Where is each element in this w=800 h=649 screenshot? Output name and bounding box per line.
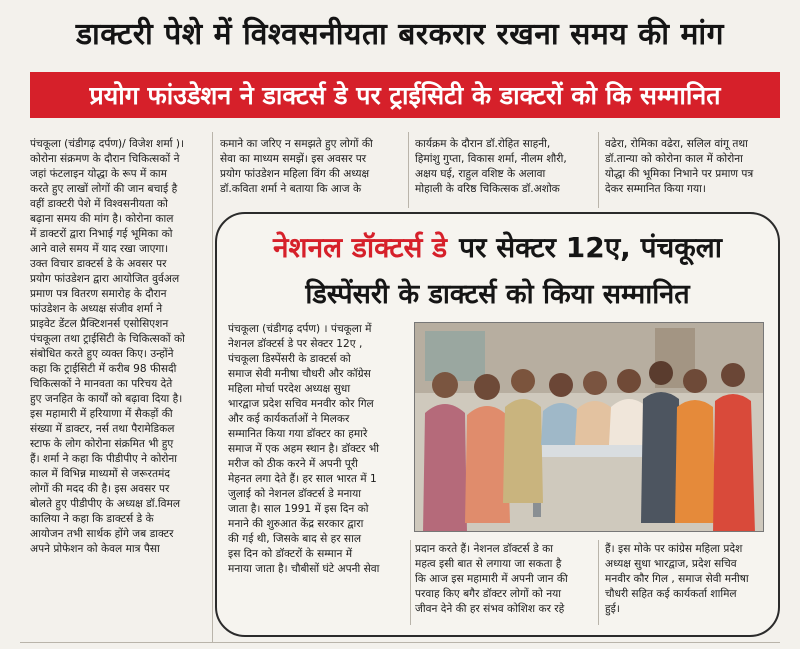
text-line: लोगों की मदद की है। इस अवसर पर — [30, 483, 170, 495]
text-line: हिमांशु गुप्ता, विकास शर्मा, नीलम शौरी, — [415, 153, 567, 165]
text-line: डॉ.तान्या को कोरोना काल में कोरोना — [605, 153, 743, 165]
article2-column-3 — [605, 542, 770, 632]
event-photo — [414, 322, 764, 532]
text-line: आयोजन तभी सार्थक होंगे जब डाक्टर — [30, 528, 174, 540]
column-divider — [408, 132, 409, 208]
text-line: मनाने की शुरुआत केंद्र सरकार द्वारा — [228, 518, 364, 530]
text-line: करते हुए लाखों लोगों की जान बचाई है — [30, 183, 178, 195]
text-line: स्टाफ के लोग कोरोना संक्रमित भी हुए — [30, 438, 174, 450]
text-line: सेवा का माध्यम समझें। इस अवसर पर — [220, 153, 367, 165]
text-line: महत्व इसी बात से लगाया जा सकता है — [415, 558, 562, 570]
text-line: भारद्वाज प्रदेश सचिव मनवीर कोर गिल — [228, 398, 374, 410]
text-line: में डाक्टरों द्वारा निभाई गई भूमिका को — [30, 228, 173, 240]
text-line: पंचकूला डिस्पेंसरी के डाक्टर्स को — [228, 353, 351, 365]
column-divider — [598, 540, 599, 625]
text-line: संख्या में डाक्टर, नर्स तथा पैरामेडिकल — [30, 423, 175, 435]
article1-column-4 — [605, 137, 780, 207]
text-line: वहीं डाक्टरी पेशे में विश्वसनीयता को — [30, 198, 168, 210]
text-line: इस दिन को डॉक्टरों के सम्मान में — [228, 548, 353, 560]
text-line: योद्धा की भूमिका निभाने पर प्रमाण पत्र — [605, 168, 754, 180]
text-line: काल में विभिन्न माध्यमों से जरूरतमंद — [30, 468, 170, 480]
column-divider — [598, 132, 599, 208]
text-line: प्रयोग फांउडेशन महिला विंग की अध्यक्ष — [220, 168, 370, 180]
text-line: कार्यक्रम के दौरान डॉ.रोहित साहनी, — [415, 138, 551, 150]
text-line: बढ़ाना समय की मांग है। कोरोना काल — [30, 213, 174, 225]
article1-column-2 — [220, 137, 405, 207]
text-line: मोहाली के वरिष्ठ चिकित्सक डॉ.अशोक — [415, 183, 560, 195]
text-line: जुलाई को नेशनल डॉक्टर्स डे मनाया — [228, 488, 362, 500]
bottom-rule — [20, 642, 780, 643]
text-line: कि आज इस महामारी में अपनी जान की — [415, 573, 568, 585]
text-line: कमाने का जरिए न समझते हुए लोगों की — [220, 138, 373, 150]
text-line: की गई थी, जिसके बाद से हर साल — [228, 533, 362, 545]
text-line: और कई कार्यकर्ताओं ने मिलकर — [228, 413, 350, 425]
text-line: वढेरा, रोमिका वढेरा, सलिल वांगू तथा — [605, 138, 748, 150]
text-line: मनवीर कौर गिल , समाज सेवी मनीषा — [605, 573, 749, 585]
article2-column-2 — [415, 542, 595, 632]
text-line: अध्यक्ष सुधा भारद्वाज, प्रदेश सचिव — [605, 558, 737, 570]
text-line: मरीज को ठीक करने में अपनी पूरी — [228, 458, 358, 470]
text-line: प्रयोग फांउडेशन द्वारा आयोजित वुर्वअल — [30, 273, 180, 285]
text-line: समाज सेवी मनीषा चौधरी और कॉग्रेस — [228, 368, 371, 380]
subheadline-banner: प्रयोग फांउडेशन ने डाक्टर्स डे पर ट्राईसिटी के डाक्टरों को कि सम्मानित — [30, 72, 780, 118]
event-photo-illustration — [415, 323, 764, 532]
text-line: नेशनल डॉक्टर्स डे पर सेक्टर 12ए , — [228, 338, 363, 350]
text-line: जाता है। साल 1991 में इस दिन को — [228, 503, 369, 515]
text-line: अपने प्रोफेशन को केवल मात्र पैसा — [30, 543, 160, 555]
text-line: जीवन देने की हर संभव कोशिश कर रहे — [415, 603, 565, 615]
text-line: हुई। — [605, 603, 620, 615]
text-line: डॉ.कविता शर्मा ने बताया कि आज के — [220, 183, 362, 195]
text-line: चिकित्सकों ने मानवता का परिचय देते — [30, 378, 173, 390]
text-line: प्राइवेट डेंटल प्रैक्टिशनर्स एसोसिएशन — [30, 318, 169, 330]
text-line: हुए जनहित के कार्यों को बढ़ावा दिया है। — [30, 393, 183, 405]
text-line: फांउडेशन के अध्यक्ष संजीव शर्मा ने — [30, 303, 163, 315]
text-line: पंचकूला तथा ट्राईसिटी के चिकित्सकों को — [30, 333, 185, 345]
text-line: हैं। इस मोके पर कांग्रेस महिला प्रदेश — [605, 543, 743, 555]
text-line: संबोधित करते हुए व्यक्त किए। उन्होंने — [30, 348, 174, 360]
story-title-line-2: डिस्पेंसरी के डाक्टर्स को किया सम्मानित — [305, 278, 690, 310]
text-line: कहा कि ट्राईसिटी में करीब 98 फीसदी — [30, 363, 177, 375]
text-line: उक्त विचार डाक्टर्स डे के अवसर पर — [30, 258, 167, 270]
text-line: समाज में एक अहम स्थान है। डॉक्टर भी — [228, 443, 380, 455]
text-line: प्रमाण पत्र वितरण समारोह के दौरान — [30, 288, 167, 300]
text-line: हैं। शर्मा ने कहा कि पीडीपीए ने कोरोना — [30, 453, 178, 465]
text-line: बोलते हुए पीडीपीए के अध्यक्ष डॉ.विमल — [30, 498, 181, 510]
story-title-red: नेशनल डॉक्टर्स डे — [273, 231, 448, 264]
text-line: अक्षय घई, राहुल वशिष्ट के अलावा — [415, 168, 546, 180]
text-line: आने वाले समय में याद रखा जाएगा। — [30, 243, 169, 255]
text-line: महिला मोर्चा परदेश अध्यक्ष सुधा — [228, 383, 351, 395]
text-line: मेहनत लगा देते हैं। हर साल भारत में 1 — [228, 473, 377, 485]
text-line: कोरोना संक्रमण के दौरान चिकित्सकों ने — [30, 153, 180, 165]
text-line: पंचकूला (चंडीगढ़ दर्पण) । पंचकूला में — [228, 323, 372, 335]
text-line: मनाया जाता है। चौबीसों घंटे अपनी सेवा — [228, 563, 380, 575]
article1-column-3 — [415, 137, 595, 207]
text-line: परवाह किए बगैर डॉक्टर लोगों को नया — [415, 588, 562, 600]
article1-column-1 — [30, 137, 208, 637]
text-line: जहां फंटलाइन योद्धा के रूप में काम — [30, 168, 167, 180]
text-line: प्रदान करते हैं। नेशनल डॉक्टर्स डे का — [415, 543, 554, 555]
text-line: चौधरी सहित कई कार्यकर्ता शामिल — [605, 588, 737, 600]
column-divider — [212, 132, 213, 642]
column-divider — [410, 540, 411, 625]
text-line: पंचकूला (चंडीगढ़ दर्पण)/ विजेश शर्मा )। — [30, 138, 184, 150]
headline: डाक्टरी पेशे में विश्वसनीयता बरकरार रखना समय की मांग — [75, 16, 725, 52]
story-title-black: पर सेक्टर 12ए, पंचकूला — [459, 231, 722, 264]
text-line: देकर सम्मानित किया गया। — [605, 183, 706, 195]
text-line: इस महामारी में हरियाणा में सैकड़ों की — [30, 408, 173, 420]
story-title-line-1 — [225, 226, 770, 268]
text-line: कालिया ने कहा कि डाक्टर्स डे के — [30, 513, 154, 525]
text-line: सम्मानित किया गया डॉक्टर का हमारे — [228, 428, 368, 440]
article2-column-1 — [228, 322, 408, 622]
